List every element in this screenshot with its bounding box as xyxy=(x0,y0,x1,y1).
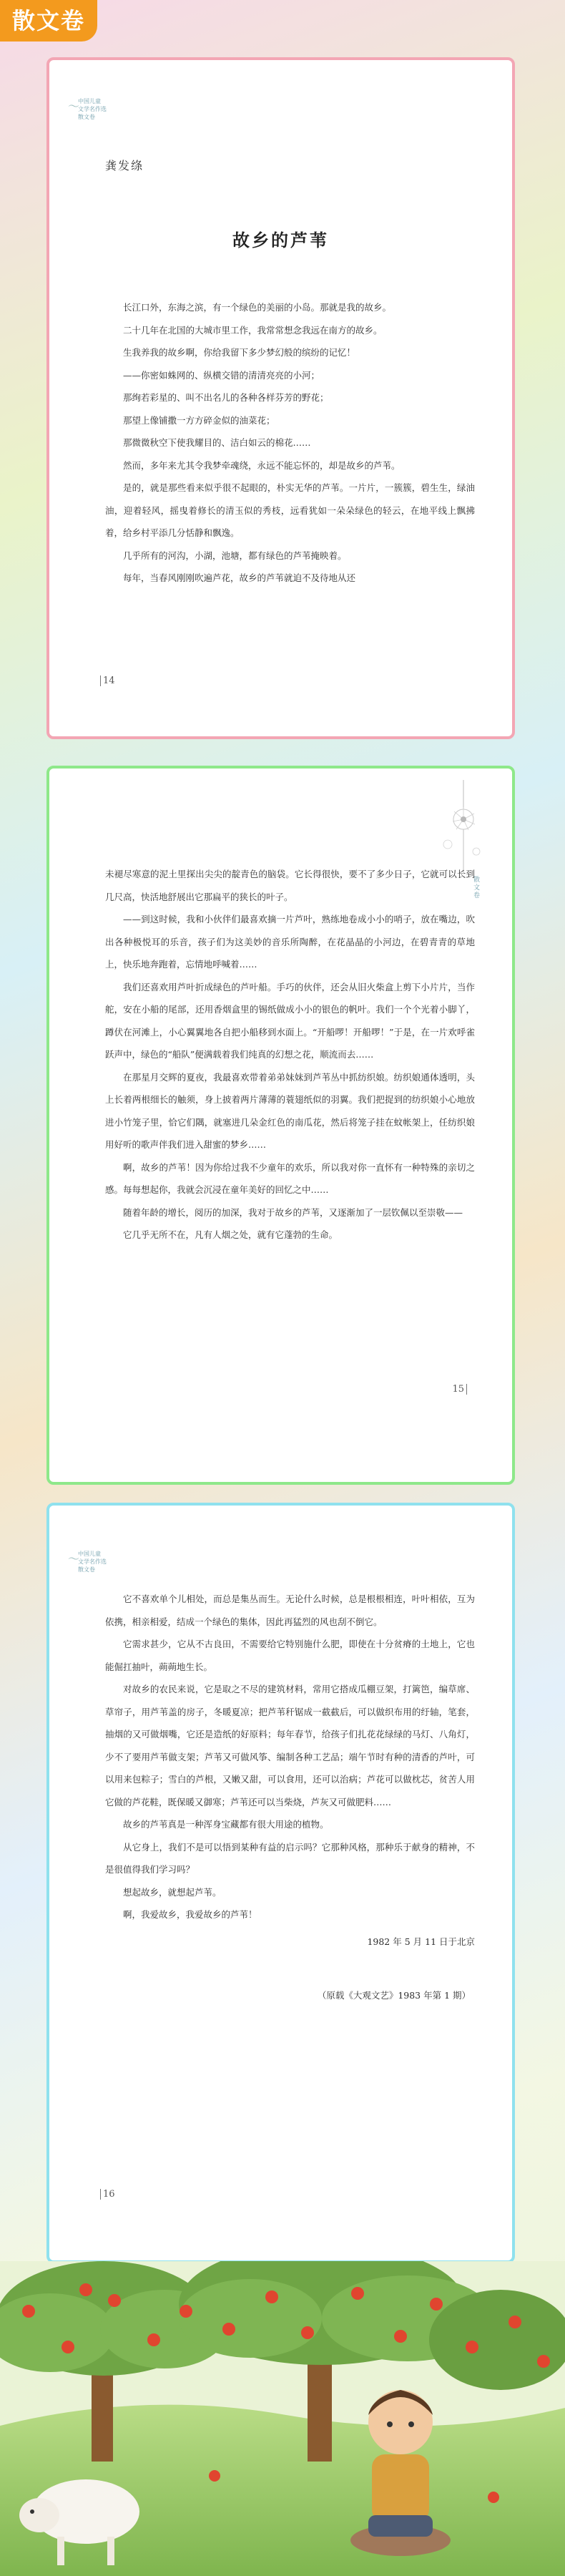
feather-icon: 〜 xyxy=(68,1552,80,1566)
paragraph: 从它身上，我们不是可以悟到某种有益的启示吗？它那种风格，那种乐于献身的精神，不是很值得我们学习吗？ xyxy=(105,1841,475,1875)
side-label: 散文卷 xyxy=(472,876,479,899)
paragraph: 那望上像铺撒一方方碎金似的油菜花； xyxy=(123,414,275,426)
series-label xyxy=(78,97,107,121)
page-number xyxy=(452,1384,469,1395)
page-number xyxy=(98,675,115,686)
paragraph: ——你密如蛛网的、纵横交错的清清亮亮的小河； xyxy=(123,369,320,381)
paragraph: 几乎所有的河沟，小湖，池塘，都有绿色的芦苇掩映着。 xyxy=(123,550,347,561)
paragraph: 在那星月交辉的夏夜，我最喜欢带着弟弟妹妹到芦苇丛中抓纺织娘。纺织娘通体透明，头上长着两根细长的触须，身上披着两片薄薄的蓑翅纸似的羽翼。我们把捉到的纺织娘小心地放进小竹笼子里，恰它们隅，就塞进几朵金红色的南瓜花，然后将笼子挂在蚊帐架上，任纺织娘用好听的歌声伴我们进入甜蜜的梦乡…… xyxy=(105,1071,475,1150)
page-16 xyxy=(46,1503,515,2263)
paragraph: 那微微秋空下使我耀目的、洁白如云的棉花…… xyxy=(123,437,311,448)
page-14 xyxy=(46,57,515,739)
series-line: 散文卷 xyxy=(78,114,95,120)
page-number xyxy=(98,2189,115,2200)
paragraph: 然而，多年来尤其令我梦牵魂绕，永远不能忘怀的，却是故乡的芦苇。 xyxy=(123,459,401,471)
page-15 xyxy=(46,766,515,1485)
body-text xyxy=(105,296,475,590)
page-number-text: 16 xyxy=(103,2189,115,2200)
paragraph: ——到这时候，我和小伙伴们最喜欢摘一片芦叶，熟练地卷成小小的哨子，放在嘴边，吹出各种极悦耳的乐音，孩子们为这美妙的音乐所陶醉，在花晶晶的小河边，在碧青青的草地上，快乐地奔跑着，忘情地呼喊着…… xyxy=(105,914,475,970)
date-signature: 1982 年 5 月 11 日于北京 xyxy=(367,1936,475,1947)
author-name: 龚发绦 xyxy=(105,159,144,172)
section-tag: 散文卷 xyxy=(0,0,97,42)
series-label xyxy=(78,1550,107,1574)
page-number-text: 14 xyxy=(103,675,115,686)
orchard-illustration xyxy=(0,2261,565,2576)
series-line: 文学名作选 xyxy=(78,1558,107,1565)
paragraph: 生我养我的故乡啊，你给我留下多少梦幻般的缤纷的记忆！ xyxy=(123,347,356,358)
series-line: 文学名作选 xyxy=(78,106,107,112)
paragraph: 每年，当春风刚刚吹遍芦花，故乡的芦苇就迫不及待地从还 xyxy=(123,572,356,583)
series-line: 中国儿童 xyxy=(78,98,101,104)
series-line: 中国儿童 xyxy=(78,1551,101,1557)
paragraph: 随着年龄的增长，阅历的加深，我对于故乡的芦苇，又逐渐加了一层钦佩以至崇敬—— xyxy=(123,1206,463,1218)
page-number-text: 15 xyxy=(452,1384,464,1395)
series-line: 散文卷 xyxy=(78,1566,95,1573)
feather-icon: 〜 xyxy=(68,99,80,113)
paragraph: 想起故乡，就想起芦苇。 xyxy=(123,1886,222,1898)
article-title: 故乡的芦苇 xyxy=(232,230,329,250)
body-text xyxy=(105,1588,475,2007)
paragraph: 它需求甚少，它从不古良田，不需要给它特别施什么肥，即使在十分贫瘠的土地上，它也能倔扛抽叶，蒴蒴地生长。 xyxy=(105,1639,475,1672)
paragraph: 它不喜欢单个儿相处，而总是集丛而生。无论什么时候，总是根根相连，叶叶相依，互为依携，相亲相爱，结成一个绿色的集体，因此再猛烈的风也刮不倒它。 xyxy=(105,1594,475,1627)
paragraph: 对故乡的农民来说，它是取之不尽的建筑材料，常用它搭成瓜棚豆架，打篱笆，编草席、草帘子，用芦苇盖的房子，冬暖夏凉；把芦苇秆锯成一截截后，可以做织布用的纡轴，笔套，抽烟的又可做烟嘴，它还是造纸的好原料；每年春节，给孩子们扎花花绿绿的马灯、八角灯，少不了要用芦苇做支架；芦苇又可做风筝、编制各种工艺品；端午节时有种的清香的芦叶，可以用来包粽子；雪白的芦根，又嫩又甜，可以食用，还可以治病；芦花可以做枕芯，贫苦人用它做的芦花鞋，既保暖又御寒；芦苇还可以当柴烧，芦灰又可做肥料…… xyxy=(105,1684,475,1807)
body-text xyxy=(105,863,475,1246)
paragraph: 未褪尽寒意的泥土里探出尖尖的靛青色的脑袋。它长得很快，要不了多少日子，它就可以长到几尺高，快活地舒展出它那扁平的狭长的叶子。 xyxy=(105,869,475,902)
paragraph: 长江口外，东海之滨，有一个绿色的美丽的小岛。那就是我的故乡。 xyxy=(123,302,392,313)
paragraph: 那绚若彩星的、叫不出名儿的各种各样芬芳的野花； xyxy=(123,392,329,403)
paragraph: 啊，故乡的芦苇！因为你给过我不少童年的欢乐，所以我对你一直怀有一种特殊的亲切之感。每每想起你，我就会沉浸在童年美好的回忆之中…… xyxy=(105,1161,475,1195)
paragraph: 它几乎无所不在，凡有人烟之处，就有它蓬勃的生命。 xyxy=(123,1229,338,1240)
paragraph: 故乡的芦苇真是一种浑身宝藏都有很大用途的植物。 xyxy=(123,1819,329,1830)
source-note: （原载《大观文艺》1983 年第 1 期） xyxy=(317,1990,471,2001)
paragraph: 是的，就是那些看来似乎很不起眼的，朴实无华的芦苇。一片片，一簇簇，碧生生，绿油油，迎着轻风，摇曳着修长的清玉似的秀枝，远看犹如一朵朵绿色的轻云，在地平线上飘拂着，给乡村平添几分恬静和飘逸。 xyxy=(105,482,475,538)
paragraph: 啊，我爱故乡，我爱故乡的芦苇！ xyxy=(123,1909,257,1920)
paragraph: 我们还喜欢用芦叶折成绿色的芦叶船。手巧的伙伴，还会从旧火柴盒上剪下小片片，当作舵，安在小船的尾部，还用香烟盒里的锡纸做成小小的银色的帆叶。我们一个个光着小脚丫，蹲伏在河滩上，小心翼翼地各自把小船移到水面上。“开船啰！开船啰！”于是，在一片欢呼雀跃声中，绿色的“船队”便满载着我们纯真的幻想之花，顺流而去…… xyxy=(105,981,475,1060)
paragraph: 二十几年在北国的大城市里工作，我常常想念我远在南方的故乡。 xyxy=(123,324,383,336)
